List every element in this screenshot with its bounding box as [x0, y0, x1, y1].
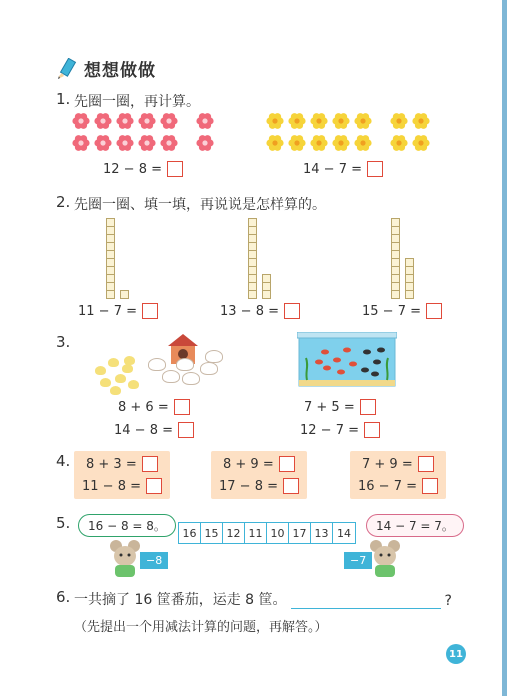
flower-icon: [332, 112, 350, 130]
number-cell: 13: [311, 523, 333, 543]
cube: [248, 234, 257, 243]
q3-eq-text: 8 + 6 =: [118, 399, 169, 415]
answer-box[interactable]: [167, 161, 183, 177]
cube: [405, 282, 414, 291]
flower-icon: [266, 112, 284, 130]
q2-equation-1: [78, 303, 158, 319]
q2-number: 2.: [56, 193, 71, 211]
cube-stack-15: [391, 216, 421, 298]
cube: [405, 274, 414, 283]
cube: [405, 290, 414, 299]
cube: [248, 242, 257, 251]
q6-text: 一共摘了 16 筐番茄，运走 8 筐。: [74, 592, 287, 608]
q4-number: 4.: [56, 452, 71, 470]
flower-icon: [116, 112, 134, 130]
flower-icon: [412, 112, 430, 130]
q3-number: 3.: [56, 333, 71, 351]
cube: [405, 266, 414, 275]
flower-icon: [116, 134, 134, 152]
q4-eq-text: 17 − 8 =: [219, 478, 278, 494]
flower-icon: [288, 112, 306, 130]
cube: [106, 258, 115, 267]
q4-eq-text: 16 − 7 =: [358, 478, 417, 494]
cube: [391, 266, 400, 275]
flower-icon: [94, 134, 112, 152]
cube: [391, 226, 400, 235]
q6-line: [74, 589, 452, 609]
q1-number: 1.: [56, 90, 71, 108]
cube: [248, 218, 257, 227]
cube: [391, 250, 400, 259]
cube: [248, 274, 257, 283]
answer-box[interactable]: [426, 303, 442, 319]
q2-prompt: 先圈一圈、填一填，再说说是怎样算的。: [74, 197, 326, 213]
cube: [106, 250, 115, 259]
cube: [248, 266, 257, 275]
flower-icon: [332, 134, 350, 152]
cube: [262, 290, 271, 299]
flower-icon: [354, 112, 372, 130]
chick: [128, 380, 139, 389]
cube-stack-11: [106, 216, 136, 298]
chick: [122, 364, 133, 373]
hen: [162, 370, 180, 383]
minus-7-tag: −7: [344, 552, 372, 569]
answer-box[interactable]: [367, 161, 383, 177]
cube: [391, 282, 400, 291]
number-cell: 12: [223, 523, 245, 543]
flower-icon: [354, 134, 372, 152]
answer-box[interactable]: [364, 422, 380, 438]
chick: [115, 374, 126, 383]
number-cell: 14: [337, 526, 351, 540]
cube: [248, 250, 257, 259]
q6-answer-line[interactable]: [291, 595, 441, 609]
section-header: [56, 56, 156, 81]
cube: [391, 274, 400, 283]
flower-icon: [160, 134, 178, 152]
answer-box[interactable]: [360, 399, 376, 415]
flower-icon: [310, 134, 328, 152]
minus-8-tag: −8: [140, 552, 168, 569]
fish-tank: [297, 332, 397, 390]
chick: [124, 356, 135, 365]
q2-eq-text: 15 − 7 =: [362, 303, 421, 319]
q3-right-eq-1: [304, 399, 376, 415]
chick: [100, 378, 111, 387]
chick: [110, 386, 121, 395]
q2-eq-text: 13 − 8 =: [220, 303, 279, 319]
q4-eq-text: 7 + 9 =: [362, 456, 413, 472]
q4-eq-text: 11 − 8 =: [82, 478, 141, 494]
answer-box[interactable]: [142, 456, 158, 472]
q4-eq-text: 8 + 9 =: [223, 456, 274, 472]
answer-box[interactable]: [418, 456, 434, 472]
flower-icon: [266, 134, 284, 152]
flower-icon: [94, 112, 112, 130]
q5-number: 5.: [56, 514, 71, 532]
section-title: 想想做做: [84, 61, 156, 81]
flower-icon: [72, 134, 90, 152]
cube: [248, 258, 257, 267]
cube: [106, 234, 115, 243]
flower-icon: [160, 112, 178, 130]
flower-icon: [196, 134, 214, 152]
mouse-character-right: [368, 538, 402, 578]
cube: [106, 226, 115, 235]
answer-box[interactable]: [142, 303, 158, 319]
cube: [106, 218, 115, 227]
answer-box[interactable]: [279, 456, 295, 472]
q4-eq-text: 8 + 3 =: [86, 456, 137, 472]
q6-question-mark: ?: [444, 593, 452, 609]
left-speech-bubble: 16 − 8 = 8。: [78, 514, 176, 537]
flower-icon: [310, 112, 328, 130]
q3-eq-text: 7 + 5 =: [304, 399, 355, 415]
number-cell: 15: [201, 523, 223, 543]
q6-number: 6.: [56, 588, 71, 606]
q1-right-equation: [303, 161, 383, 177]
cube: [106, 266, 115, 275]
number-strip: [178, 522, 356, 544]
flower-icon: [196, 112, 214, 130]
q3-left-eq-1: [118, 399, 190, 415]
q6-hint: （先提出一个用减法计算的问题，再解答。）: [74, 620, 328, 635]
number-cell: 16: [179, 523, 201, 543]
cube-stack-13: [248, 216, 278, 298]
hen: [148, 358, 166, 371]
answer-box[interactable]: [283, 478, 299, 494]
chick: [95, 366, 106, 375]
flower-icon: [288, 134, 306, 152]
q3-eq-text: 12 − 7 =: [300, 422, 359, 438]
answer-box[interactable]: [178, 422, 194, 438]
cube: [391, 234, 400, 243]
cube: [391, 218, 400, 227]
pencil-icon: [56, 58, 78, 80]
cube: [391, 242, 400, 251]
q3-left-eq-2: [114, 422, 194, 438]
cube: [106, 282, 115, 291]
hen: [182, 372, 200, 385]
q1-prompt: 先圈一圈，再计算。: [74, 94, 200, 110]
flower-icon: [138, 134, 156, 152]
page-number: 11: [446, 644, 466, 664]
cube: [248, 282, 257, 291]
q3-eq-text: 14 − 8 =: [114, 422, 173, 438]
cube: [405, 258, 414, 267]
number-cell: 10: [267, 523, 289, 543]
cube: [248, 226, 257, 235]
cube: [106, 242, 115, 251]
answer-box[interactable]: [174, 399, 190, 415]
chick: [108, 358, 119, 367]
q4-group-3: [350, 451, 446, 499]
mouse-character-left: [108, 538, 142, 578]
answer-box[interactable]: [422, 478, 438, 494]
q1-left-equation: [103, 161, 183, 177]
right-speech-bubble: 14 − 7 = 7。: [366, 514, 464, 537]
q2-equation-2: [220, 303, 300, 319]
flower-icon: [390, 134, 408, 152]
cube: [248, 290, 257, 299]
cube: [106, 290, 115, 299]
flower-icon: [412, 134, 430, 152]
q4-group-1: [74, 451, 170, 499]
q3-right-eq-2: [300, 422, 380, 438]
flower-icon: [72, 112, 90, 130]
number-cell: 17: [289, 523, 311, 543]
answer-box[interactable]: [284, 303, 300, 319]
answer-box[interactable]: [146, 478, 162, 494]
cube: [262, 274, 271, 283]
flower-icon: [138, 112, 156, 130]
cube: [106, 274, 115, 283]
page-edge: [502, 0, 507, 696]
cube: [391, 258, 400, 267]
flower-icon: [390, 112, 408, 130]
hen: [200, 362, 218, 375]
q4-group-2: [211, 451, 307, 499]
q1-left-eq-text: 12 − 8 =: [103, 161, 162, 177]
q2-eq-text: 11 − 7 =: [78, 303, 137, 319]
cube: [262, 282, 271, 291]
hen: [205, 350, 223, 363]
q2-equation-3: [362, 303, 442, 319]
q1-right-eq-text: 14 − 7 =: [303, 161, 362, 177]
cube: [391, 290, 400, 299]
number-cell: 11: [245, 523, 267, 543]
cube: [120, 290, 129, 299]
hen: [176, 358, 194, 371]
